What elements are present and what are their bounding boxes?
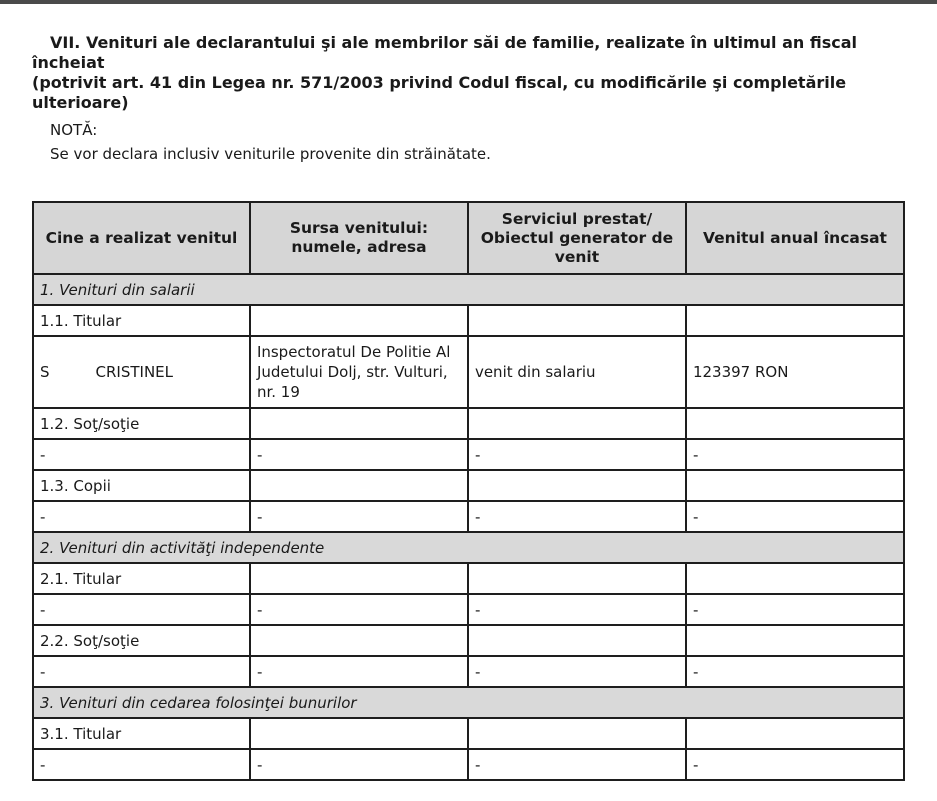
note-text: Se vor declara inclusiv veniturile provenite din străinătate. <box>50 145 491 163</box>
table-cell <box>686 718 904 749</box>
section-property-use: 3. Venituri din cedarea folosinţei bunurilor <box>33 687 904 718</box>
table-cell <box>468 718 686 749</box>
table-cell <box>250 408 468 439</box>
table-cell <box>686 563 904 594</box>
table-row <box>33 625 904 656</box>
header-who: Cine a realizat venitul <box>33 202 250 274</box>
dash-cell: - <box>468 439 686 470</box>
table-row <box>33 749 904 780</box>
dash-cell: - <box>33 656 250 687</box>
table-cell <box>250 305 468 336</box>
service-cell: venit din salariu <box>468 336 686 408</box>
table-row <box>33 656 904 687</box>
dash-cell: - <box>33 439 250 470</box>
dash-cell: - <box>250 594 468 625</box>
subsection-label: 3.1. Titular <box>33 718 250 749</box>
dash-cell: - <box>33 594 250 625</box>
section-row <box>33 532 904 563</box>
heading-line-2: (potrivit art. 41 din Legea nr. 571/2003 privind Codul fiscal, cu modificările şi completările <box>32 73 847 92</box>
dash-cell: - <box>468 656 686 687</box>
table-cell <box>250 563 468 594</box>
table-row <box>33 336 904 408</box>
source-cell: Inspectoratul De Politie Al Judetului Dolj, str. Vulturi, nr. 19 <box>250 336 468 408</box>
table-cell <box>468 470 686 501</box>
dash-cell: - <box>468 501 686 532</box>
table-row <box>33 718 904 749</box>
section-independent: 2. Venituri din activităţi independente <box>33 532 904 563</box>
subsection-label: 2.1. Titular <box>33 563 250 594</box>
dash-cell: - <box>468 594 686 625</box>
table-row <box>33 439 904 470</box>
top-border-bar <box>0 0 937 4</box>
section-row <box>33 274 904 305</box>
table-cell <box>686 305 904 336</box>
dash-cell: - <box>250 656 468 687</box>
table-cell <box>250 718 468 749</box>
table-row <box>33 501 904 532</box>
subsection-label: 1.1. Titular <box>33 305 250 336</box>
dash-cell: - <box>250 749 468 780</box>
subsection-label: 1.2. Soţ/soţie <box>33 408 250 439</box>
table-cell <box>468 625 686 656</box>
table-row <box>33 594 904 625</box>
header-service: Serviciul prestat/ Obiectul generator de venit <box>468 202 686 274</box>
dash-cell: - <box>686 656 904 687</box>
table-row <box>33 305 904 336</box>
earner-initial: S <box>40 363 50 381</box>
section-row <box>33 687 904 718</box>
income-table <box>32 201 905 781</box>
heading-line-3: ulterioare) <box>32 93 129 112</box>
dash-cell: - <box>468 749 686 780</box>
section-heading <box>32 33 912 113</box>
subsection-label: 1.3. Copii <box>33 470 250 501</box>
table-row <box>33 563 904 594</box>
table-cell <box>250 625 468 656</box>
dash-cell: - <box>250 439 468 470</box>
dash-cell: - <box>33 501 250 532</box>
table-cell <box>250 470 468 501</box>
note-label: NOTĂ: <box>50 121 98 139</box>
table-cell <box>686 408 904 439</box>
table-cell <box>468 305 686 336</box>
table-cell <box>686 470 904 501</box>
table-cell <box>468 563 686 594</box>
table-cell <box>468 408 686 439</box>
dash-cell: - <box>686 594 904 625</box>
dash-cell: - <box>33 749 250 780</box>
table-header-row <box>33 202 904 274</box>
dash-cell: - <box>686 749 904 780</box>
header-source: Sursa venitului: numele, adresa <box>250 202 468 274</box>
dash-cell: - <box>686 439 904 470</box>
earner-cell <box>33 336 250 408</box>
table-cell <box>686 625 904 656</box>
table-row <box>33 408 904 439</box>
table-row <box>33 470 904 501</box>
subsection-label: 2.2. Soţ/soţie <box>33 625 250 656</box>
earner-name: CRISTINEL <box>95 363 174 381</box>
heading-line-1: VII. Venituri ale declarantului şi ale membrilor săi de familie, realizate în ultimul an fiscal încheiat <box>32 33 858 72</box>
amount-cell: 123397 RON <box>686 336 904 408</box>
section-salary: 1. Venituri din salarii <box>33 274 904 305</box>
dash-cell: - <box>250 501 468 532</box>
header-amount: Venitul anual încasat <box>686 202 904 274</box>
dash-cell: - <box>686 501 904 532</box>
